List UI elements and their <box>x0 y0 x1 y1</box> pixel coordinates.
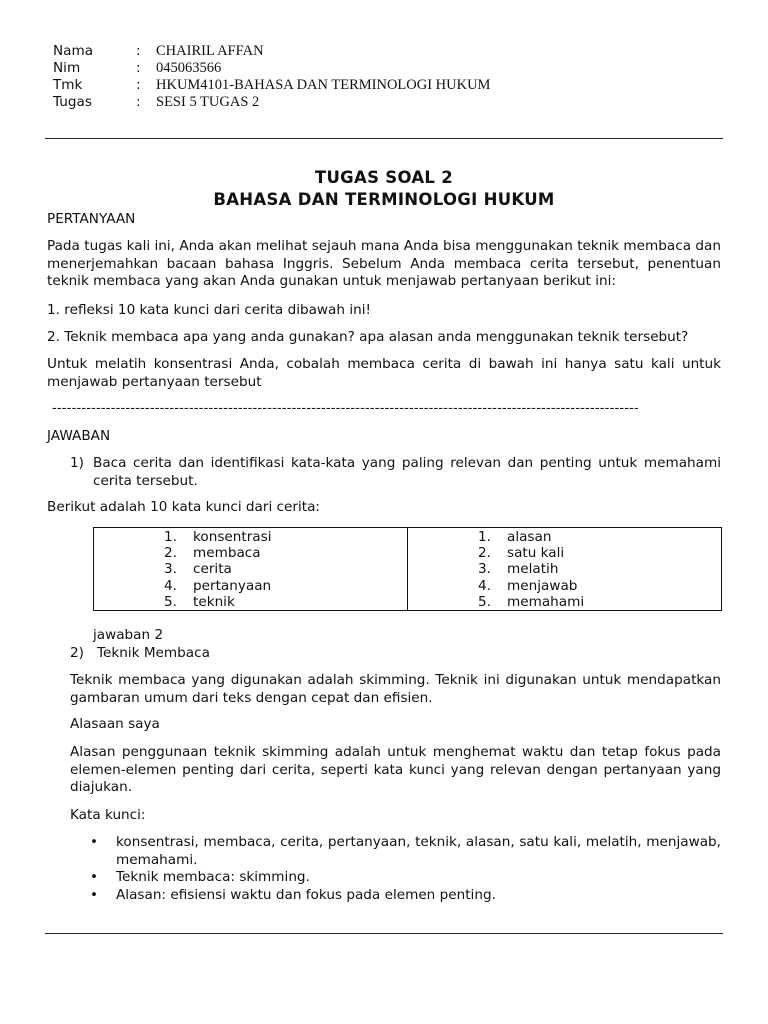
keyword-number: 1. <box>478 529 491 545</box>
keyword-label: menjawab <box>507 577 578 594</box>
step-number: 1) <box>70 455 84 471</box>
info-value: HKUM4101-BAHASA DAN TERMINOLOGI HUKUM <box>156 77 491 93</box>
bottom-divider <box>45 933 723 934</box>
question-1: 1. refleksi 10 kata kunci dari cerita dibawah ini! <box>47 302 371 318</box>
question-note: Untuk melatih konsentrasi Anda, cobalah membaca cerita di bawah ini hanya satu kali untuk menjawab pertanyaan tersebut <box>47 356 721 390</box>
keyword-label: memahami <box>507 593 585 610</box>
keyword-number: 5. <box>164 593 177 610</box>
keyword-item <box>94 561 407 577</box>
keyword-label: membaca <box>193 545 261 562</box>
keyword-label: satu kali <box>507 545 565 562</box>
info-key: Tmk <box>53 77 83 93</box>
dashed-separator: ------------------------------------------------------------------------------------------------------------------------ <box>52 401 639 416</box>
keyword-number: 1. <box>164 529 177 545</box>
info-sep: : <box>136 77 141 93</box>
keyword-label: pertanyaan <box>193 577 272 594</box>
bullet-icon: • <box>90 869 99 885</box>
bullet-item <box>70 869 721 887</box>
bullet-item <box>70 887 721 905</box>
keywords-table <box>93 527 722 611</box>
keyword-number: 2. <box>478 545 491 562</box>
reason-paragraph: Alasan penggunaan teknik skimming adalah untuk menghemat waktu dan tetap fokus pada elemen-elemen penting dari cerita, seperti kata kunci yang relevan dengan pertanyaan yang diajukan. <box>70 744 721 795</box>
keyword-number: 4. <box>164 577 177 594</box>
keyword-label: melatih <box>507 561 559 578</box>
bullet-text: Teknik membaca: skimming. <box>116 869 310 885</box>
keyword-item <box>408 561 721 577</box>
question-intro: Pada tugas kali ini, Anda akan melihat sejauh mana Anda bisa menggunakan teknik membaca dan menerjemahkan bacaan bahasa Inggris. Sebelum Anda membaca cerita tersebut, penentuan teknik membaca yang akan Anda gunakan untuk menjawab pertanyaan berikut ini: <box>47 238 721 289</box>
top-divider <box>45 138 723 139</box>
info-sep: : <box>136 94 141 110</box>
keyword-item <box>94 594 407 610</box>
bullet-text: konsentrasi, membaca, cerita, pertanyaan, teknik, alasan, satu kali, melatih, menjawab, memahami. <box>116 834 721 868</box>
step-text: Baca cerita dan identifikasi kata-kata yang paling relevan dan penting untuk memahami cerita tersebut. <box>93 455 721 489</box>
keyword-item <box>408 529 721 545</box>
keyword-number: 2. <box>164 545 177 562</box>
keyword-number: 5. <box>478 593 491 610</box>
info-value: SESI 5 TUGAS 2 <box>156 94 260 110</box>
info-key: Nama <box>53 43 94 59</box>
info-value: 045063566 <box>156 60 222 76</box>
keyword-label: cerita <box>193 561 232 578</box>
answer-heading: JAWABAN <box>47 428 111 444</box>
info-sep: : <box>136 43 141 59</box>
step-text: Teknik Membaca <box>97 645 210 661</box>
keywords-heading: Kata kunci: <box>70 807 146 823</box>
bullet-item <box>70 834 721 869</box>
info-key: Tugas <box>53 94 92 110</box>
step-number: 2) <box>70 645 84 661</box>
info-value: CHAIRIL AFFAN <box>156 43 264 59</box>
bullet-icon: • <box>90 886 99 903</box>
title-line-2: BAHASA DAN TERMINOLOGI HUKUM <box>213 190 555 209</box>
info-key: Nim <box>53 60 81 76</box>
question-2: 2. Teknik membaca apa yang anda gunakan? apa alasan anda menggunakan teknik tersebut? <box>47 329 689 345</box>
reason-heading: Alasaan saya <box>70 716 160 732</box>
title-line-1: TUGAS SOAL 2 <box>314 168 454 187</box>
bullet-text: Alasan: efisiensi waktu dan fokus pada elemen penting. <box>116 886 496 903</box>
bullet-icon: • <box>90 834 99 850</box>
keywords-bullet-list <box>70 834 721 904</box>
answer-2-label: jawaban 2 <box>93 627 164 643</box>
technique-paragraph: Teknik membaca yang digunakan adalah skimming. Teknik ini digunakan untuk mendapatkan gambaran umum dari teks dengan cepat dan efisien. <box>70 672 721 706</box>
keyword-label: konsentrasi <box>193 529 272 545</box>
keyword-number: 3. <box>478 561 491 578</box>
keywords-intro: Berikut adalah 10 kata kunci dari cerita: <box>47 499 321 515</box>
keyword-number: 4. <box>478 577 491 594</box>
keywords-column-left <box>94 528 408 611</box>
keywords-column-right <box>408 528 722 611</box>
keyword-number: 3. <box>164 561 177 578</box>
keyword-item <box>408 545 721 561</box>
question-heading: PERTANYAAN <box>47 211 136 227</box>
keyword-item <box>94 545 407 561</box>
info-sep: : <box>136 60 141 76</box>
keyword-label: alasan <box>507 529 552 545</box>
keyword-item <box>408 594 721 610</box>
keyword-label: teknik <box>193 593 235 610</box>
keyword-item <box>408 578 721 594</box>
keyword-item <box>94 578 407 594</box>
keyword-item <box>94 529 407 545</box>
